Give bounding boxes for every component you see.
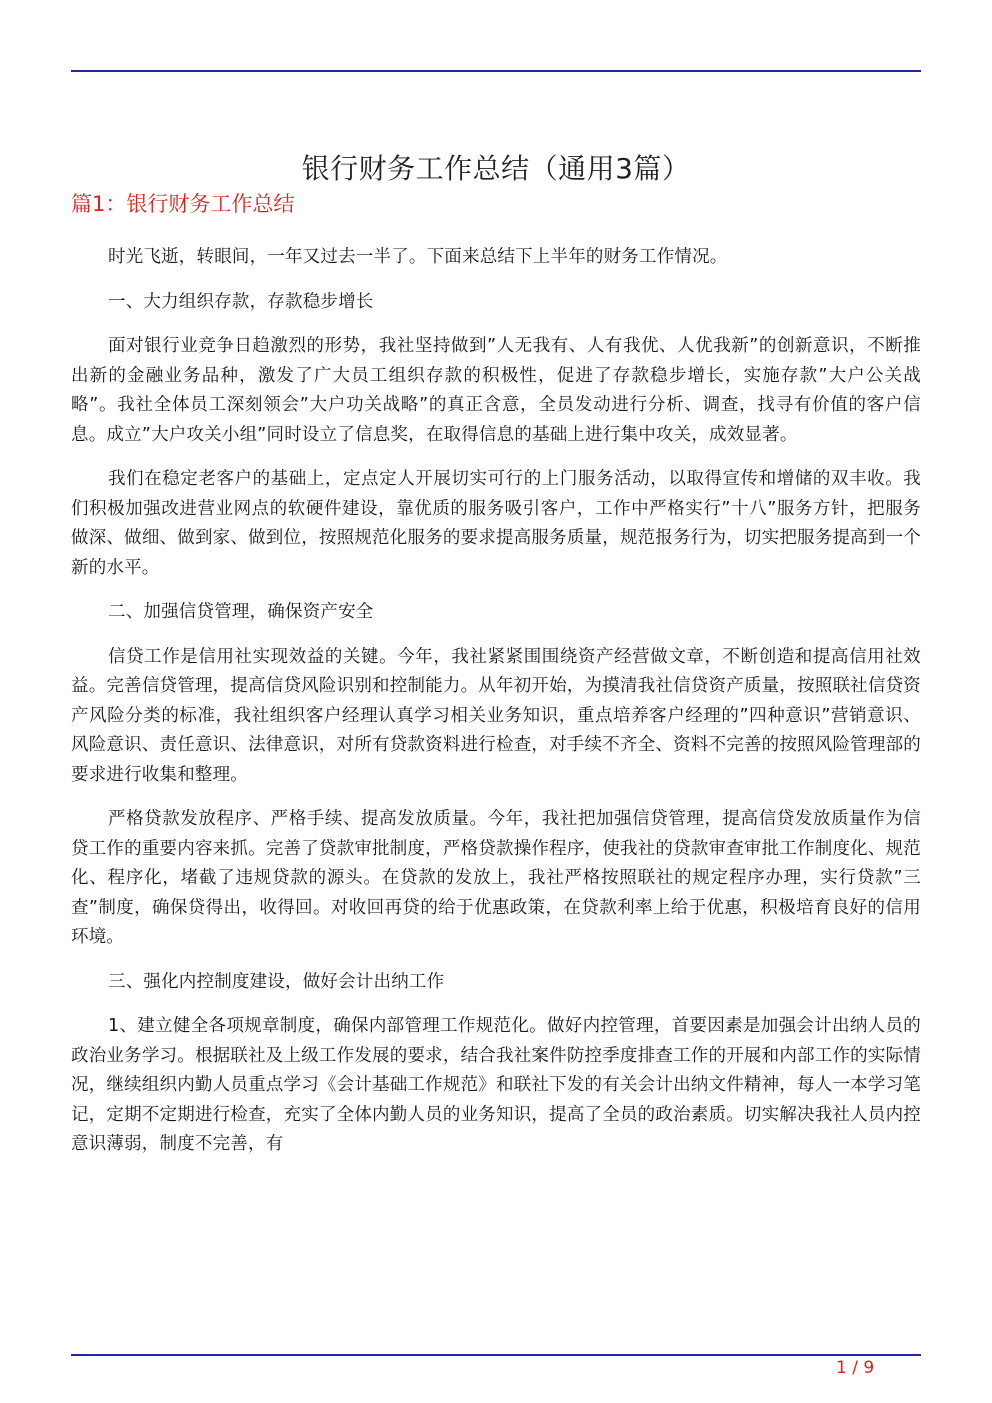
paragraph-heading: 一、大力组织存款，存款稳步增长 [108,291,374,312]
paragraph: 严格贷款发放程序、严格手续、提高发放质量。今年，我社把加强信贷管理，提高信贷发放质量作为信贷工作的重要内容来抓。完善了贷款审批制度，严格贷款操作程序，使我社的贷款审查审批工作制度化、规范化、程序化，堵截了违规贷款的源头。在贷款的发放上，我社严格按照联社的规定程序办理，实行贷款”三查”制度，确保贷得出，收得回。对收回再贷的给于优惠政策，在贷款利率上给于优惠，积极培育良好的信用环境。 [71,809,921,947]
document-title: 银行财务工作总结（通用3篇） [301,151,691,185]
bottom-rule [71,1354,921,1356]
document-body [71,243,921,1303]
paragraph-heading: 二、加强信贷管理，确保资产安全 [108,602,374,622]
page-number: 1 / 9 [836,1358,875,1378]
paragraph: 信贷工作是信用社实现效益的关键。今年，我社紧紧围围绕资产经营做文章，不断创造和提高信用社效益。完善信贷管理，提高信贷风险识别和控制能力。从年初开始，为摸清我社信贷资产质量，按照联社信贷资产风险分类的标准，我社组织客户经理认真学习相关业务知识，重点培养客户经理的”四种意识”营销意识、风险意识、责任意识、法律意识，对所有贷款资料进行检查，对手续不齐全、资料不完善的按照风险管理部的要求进行收集和整理。 [71,646,921,785]
section-heading: 篇1：银行财务工作总结 [71,192,295,216]
paragraph: 1、建立健全各项规章制度，确保内部管理工作规范化。做好内控管理，首要因素是加强会计出纳人员的政治业务学习。根据联社及上级工作发展的要求，结合我社案件防控季度排查工作的开展和内部工作的实际情况，继续组织内勤人员重点学习《会计基础工作规范》和联社下发的有关会计出纳文件精神，每人一本学习笔记，定期不定期进行检查，充实了全体内勤人员的业务知识，提高了全员的政治素质。切实解决我社人员内控意识薄弱，制度不完善，有 [71,1016,921,1154]
paragraph: 面对银行业竞争日趋激烈的形势，我社坚持做到”人无我有、人有我优、人优我新”的创新意识，不断推出新的金融业务品种，激发了广大员工组织存款的积极性，促进了存款稳步增长，实施存款”大户公关战略”。我社全体员工深刻领会”大户功关战略”的真正含意，全员发动进行分析、调查，找寻有价值的客户信息。成立”大户攻关小组”同时设立了信息奖，在取得信息的基础上进行集中攻关，成效显著。 [71,336,921,445]
top-rule [71,70,921,72]
paragraph: 时光飞逝，转眼间，一年又过去一半了。下面来总结下上半年的财务工作情况。 [108,247,728,267]
paragraph: 我们在稳定老客户的基础上，定点定人开展切实可行的上门服务活动，以取得宣传和增储的双丰收。我们积极加强改进营业网点的软硬件建设，靠优质的服务吸引客户，工作中严格实行”十八”服务方针，把服务做深、做细、做到家、做到位，按照规范化服务的要求提高服务质量，规范报务行为，切实把服务提高到一个新的水平。 [71,469,921,578]
paragraph-heading: 三、强化内控制度建设，做好会计出纳工作 [108,971,445,992]
